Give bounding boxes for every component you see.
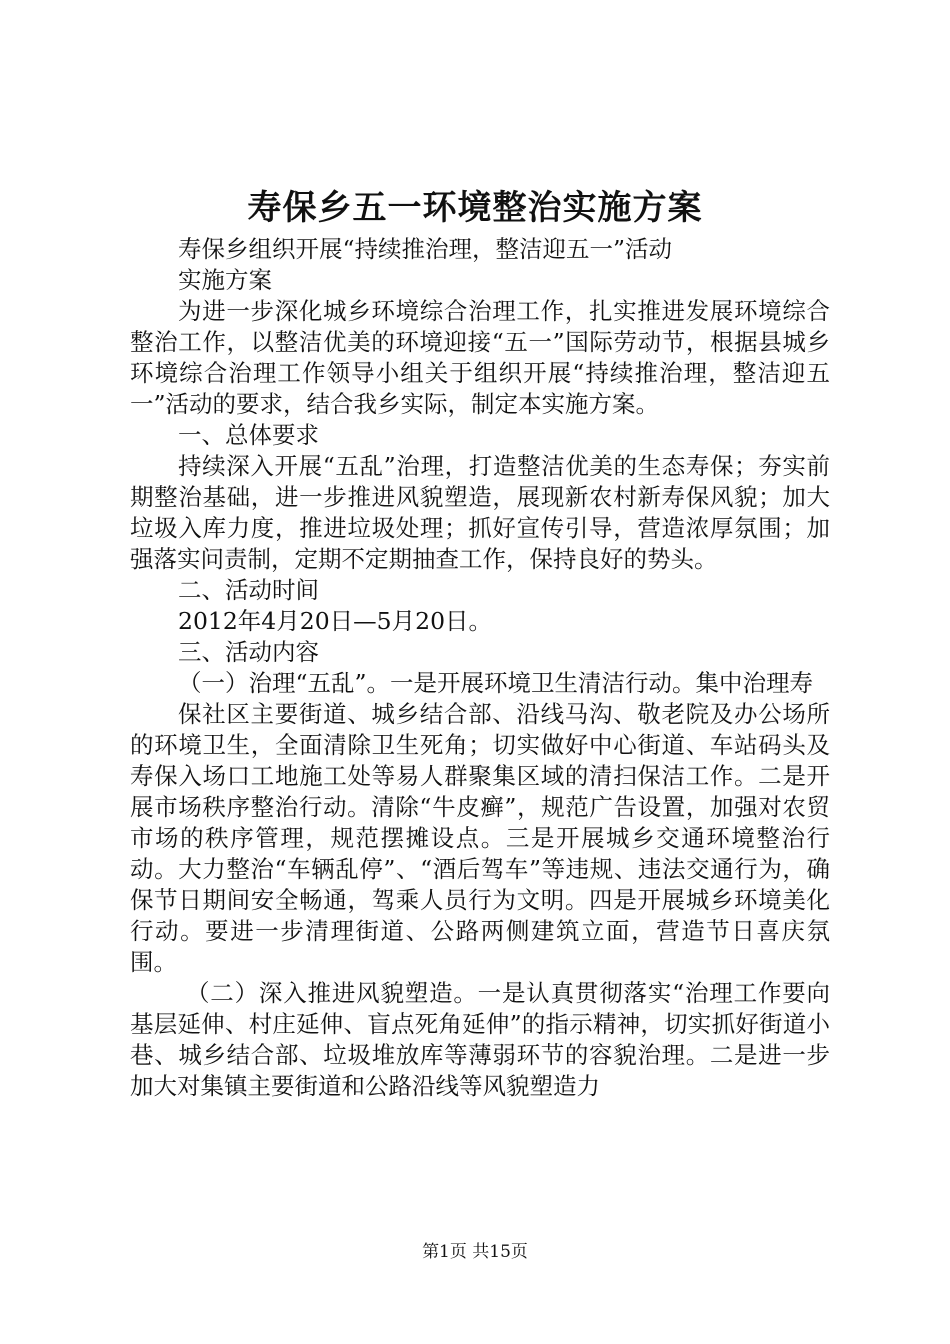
document-paragraph: 2012年4月20日—5月20日。 [178,607,493,635]
document-paragraph: 二、活动时间 [178,576,319,604]
document-body [130,234,830,1102]
document-paragraph: （二）深入推进风貌塑造。一是认真贯彻落实“治理工作要向基层延伸、村庄延伸、盲点死角延伸”的指示精神，切实抓好街道小巷、城乡结合部、垃圾堆放库等薄弱环节的容貌治理。二是进一步加大对集镇主要街道和公路沿线等风貌塑造力 [130,979,830,1100]
page-footer: 第1页 共15页 [422,1242,528,1262]
document-paragraph: 三、活动内容 [178,638,319,666]
document-paragraph: 保社区主要街道、城乡结合部、沿线马沟、敬老院及办公场所的环境卫生，全面清除卫生死角；切实做好中心街道、车站码头及寿保入场口工地施工处等易人群聚集区域的清扫保洁工作。二是开展市场秩序整治行动。清除“牛皮癣”，规范广告设置，加强对农贸市场的秩序管理，规范摆摊设点。三是开展城乡交通环境整治行动。大力整治“车辆乱停”、“酒后驾车”等违规、违法交通行为，确保节日期间安全畅通，驾乘人员行为文明。四是开展城乡环境美化行动。要进一步清理街道、公路两侧建筑立面，营造节日喜庆氛围。 [130,700,830,976]
document-title: 寿保乡五一环境整治实施方案 [247,188,703,228]
document-paragraph: 实施方案 [178,266,272,294]
document-paragraph: 为进一步深化城乡环境综合治理工作，扎实推进发展环境综合整治工作，以整洁优美的环境迎接“五一”国际劳动节，根据县城乡环境综合治理工作领导小组关于组织开展“持续推治理，整洁迎五一”活动的要求，结合我乡实际，制定本实施方案。 [130,297,830,418]
document-paragraph: 一、总体要求 [178,421,319,449]
document-paragraph: （一）治理“五乱”。一是开展环境卫生清洁行动。集中治理寿 [178,669,814,697]
document-paragraph: 寿保乡组织开展“持续推治理，整洁迎五一”活动 [178,235,673,263]
document-paragraph: 持续深入开展“五乱”治理，打造整洁优美的生态寿保；夯实前期整治基础，进一步推进风貌塑造，展现新农村新寿保风貌；加大垃圾入库力度，推进垃圾处理；抓好宣传引导，营造浓厚氛围；加强落实问责制，定期不定期抽查工作，保持良好的势头。 [130,452,830,573]
